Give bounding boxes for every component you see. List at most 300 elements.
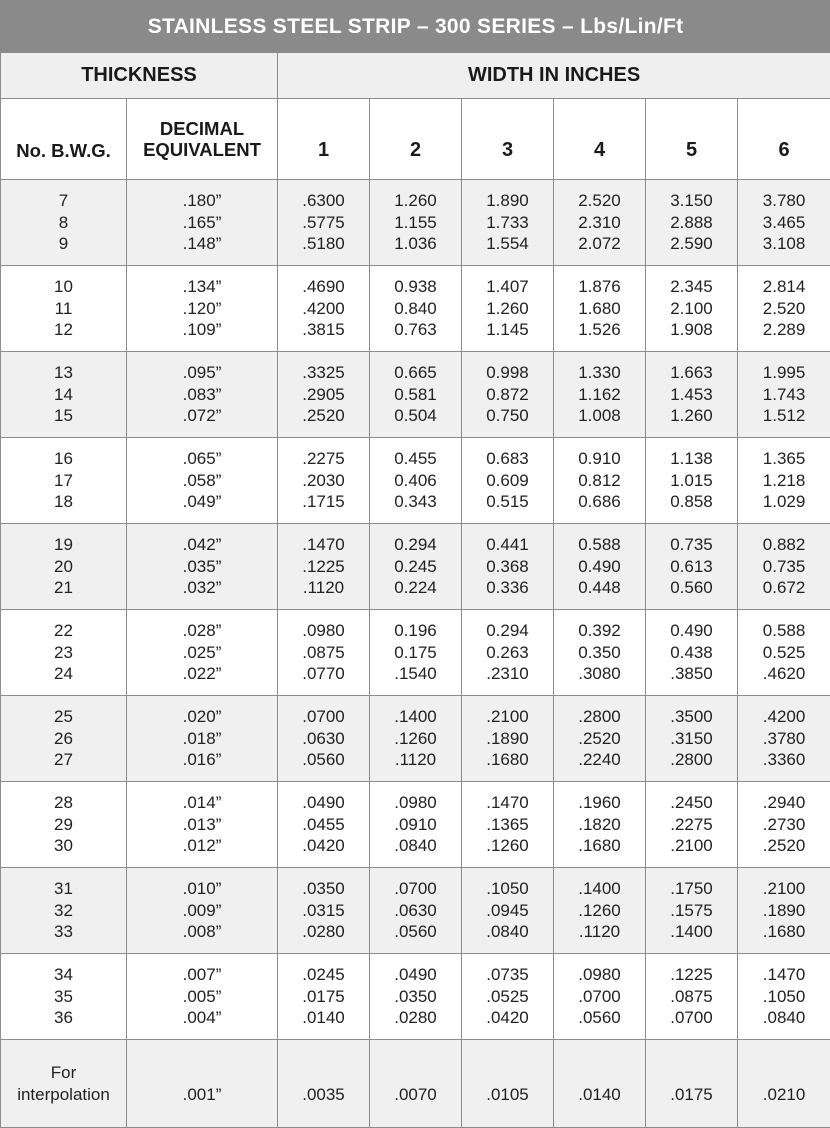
weight-cell xyxy=(278,868,370,954)
interpolation-value: .0210 xyxy=(738,1040,830,1128)
decimal-value: .035” xyxy=(127,556,277,578)
weight-value: 0.910 xyxy=(554,448,645,470)
decimal-value: .134” xyxy=(127,276,277,298)
weight-value: 1.036 xyxy=(370,233,461,255)
weight-value: 0.350 xyxy=(554,642,645,664)
gauge-group-row xyxy=(1,782,830,868)
decimal-value: .109” xyxy=(127,319,277,341)
weight-value: 1.743 xyxy=(738,384,830,406)
weight-value: 1.008 xyxy=(554,405,645,427)
weight-cell xyxy=(738,180,830,266)
weight-value: .0875 xyxy=(646,986,737,1008)
weight-value: 2.289 xyxy=(738,319,830,341)
gauge-cell xyxy=(1,180,127,266)
gauge-number: 33 xyxy=(1,921,126,943)
interpolation-label-line1: For xyxy=(1,1062,126,1084)
weight-value: .1365 xyxy=(462,814,553,836)
gauge-number: 10 xyxy=(1,276,126,298)
weight-value: 0.294 xyxy=(370,534,461,556)
weight-value: .3360 xyxy=(738,749,830,771)
weight-value: .1680 xyxy=(462,749,553,771)
weight-cell xyxy=(278,438,370,524)
decimal-cell xyxy=(127,524,278,610)
decimal-value: .042” xyxy=(127,534,277,556)
weight-value: 1.015 xyxy=(646,470,737,492)
weight-value: .0840 xyxy=(462,921,553,943)
decimal-value: .065” xyxy=(127,448,277,470)
weight-value: 3.108 xyxy=(738,233,830,255)
decimal-value: .010” xyxy=(127,878,277,900)
decimal-cell xyxy=(127,696,278,782)
weight-cell xyxy=(370,180,462,266)
weight-value: 0.763 xyxy=(370,319,461,341)
decimal-value: .008” xyxy=(127,921,277,943)
weight-value: .0350 xyxy=(278,878,369,900)
weight-value: .0980 xyxy=(278,620,369,642)
weight-value: 0.686 xyxy=(554,491,645,513)
weight-value: .0840 xyxy=(738,1007,830,1029)
weight-value: .2940 xyxy=(738,792,830,814)
gauge-number: 35 xyxy=(1,986,126,1008)
weight-value: .4200 xyxy=(738,706,830,728)
weight-cell xyxy=(738,696,830,782)
weight-value: .1225 xyxy=(646,964,737,986)
weight-value: .0490 xyxy=(278,792,369,814)
weight-value: 0.525 xyxy=(738,642,830,664)
weight-cell xyxy=(554,438,646,524)
weight-value: .2100 xyxy=(646,835,737,857)
weight-value: .1470 xyxy=(462,792,553,814)
weight-value: .1400 xyxy=(554,878,645,900)
weight-value: .1400 xyxy=(646,921,737,943)
weight-cell xyxy=(462,696,554,782)
weight-cell xyxy=(278,696,370,782)
gauge-cell xyxy=(1,868,127,954)
decimal-value: .028” xyxy=(127,620,277,642)
weight-cell xyxy=(278,954,370,1040)
weight-value: .1890 xyxy=(462,728,553,750)
gauge-number: 21 xyxy=(1,577,126,599)
weight-cell xyxy=(646,610,738,696)
gauge-number: 34 xyxy=(1,964,126,986)
weight-value: .1890 xyxy=(738,900,830,922)
weight-value: .2520 xyxy=(738,835,830,857)
weight-value: 0.735 xyxy=(738,556,830,578)
gauge-group-row xyxy=(1,438,830,524)
weight-value: .2275 xyxy=(278,448,369,470)
weight-value: .2240 xyxy=(554,749,645,771)
decimal-header xyxy=(127,99,278,180)
weight-value: .3815 xyxy=(278,319,369,341)
weight-value: .1680 xyxy=(738,921,830,943)
weight-value: .0700 xyxy=(554,986,645,1008)
decimal-value: .058” xyxy=(127,470,277,492)
weight-value: 0.438 xyxy=(646,642,737,664)
weight-value: 0.504 xyxy=(370,405,461,427)
weight-value: .2520 xyxy=(554,728,645,750)
weight-value: 0.858 xyxy=(646,491,737,513)
weight-value: .2730 xyxy=(738,814,830,836)
weight-value: .1260 xyxy=(462,835,553,857)
weight-value: .2275 xyxy=(646,814,737,836)
decimal-value: .025” xyxy=(127,642,277,664)
gauge-number: 29 xyxy=(1,814,126,836)
width-2-header: 2 xyxy=(370,99,462,180)
weight-value: .0560 xyxy=(370,921,461,943)
weight-value: .1470 xyxy=(278,534,369,556)
decimal-value: .022” xyxy=(127,663,277,685)
weight-value: 0.882 xyxy=(738,534,830,556)
weight-value: .2800 xyxy=(554,706,645,728)
weight-value: .0245 xyxy=(278,964,369,986)
weight-cell xyxy=(370,438,462,524)
weight-value: .3325 xyxy=(278,362,369,384)
weight-value: .2100 xyxy=(738,878,830,900)
decimal-value: .016” xyxy=(127,749,277,771)
weight-cell xyxy=(370,610,462,696)
width-4-header: 4 xyxy=(554,99,646,180)
gauge-number: 9 xyxy=(1,233,126,255)
weight-value: 1.995 xyxy=(738,362,830,384)
weight-value: 1.407 xyxy=(462,276,553,298)
weight-value: .0560 xyxy=(278,749,369,771)
decimal-cell xyxy=(127,438,278,524)
weight-value: .1750 xyxy=(646,878,737,900)
weight-value: .0525 xyxy=(462,986,553,1008)
weight-value: .0420 xyxy=(462,1007,553,1029)
weight-value: 3.150 xyxy=(646,190,737,212)
weight-value: 0.672 xyxy=(738,577,830,599)
decimal-cell xyxy=(127,352,278,438)
weight-value: 2.100 xyxy=(646,298,737,320)
weight-value: 1.260 xyxy=(370,190,461,212)
gauge-number: 7 xyxy=(1,190,126,212)
weight-value: .1050 xyxy=(738,986,830,1008)
weight-value: 0.588 xyxy=(554,534,645,556)
weight-value: 2.814 xyxy=(738,276,830,298)
weight-value: .0700 xyxy=(278,706,369,728)
weight-cell xyxy=(738,610,830,696)
weight-cell xyxy=(278,610,370,696)
weight-value: .0280 xyxy=(278,921,369,943)
gauge-number: 28 xyxy=(1,792,126,814)
decimal-header-line2: EQUIVALENT xyxy=(127,139,277,160)
decimal-value: .072” xyxy=(127,405,277,427)
gauge-number: 36 xyxy=(1,1007,126,1029)
weight-value: .1400 xyxy=(370,706,461,728)
weight-value: 0.224 xyxy=(370,577,461,599)
weight-cell xyxy=(278,524,370,610)
gauge-number: 16 xyxy=(1,448,126,470)
weight-value: 1.029 xyxy=(738,491,830,513)
weight-value: .1225 xyxy=(278,556,369,578)
decimal-cell xyxy=(127,954,278,1040)
weight-value: .2800 xyxy=(646,749,737,771)
weight-value: 0.368 xyxy=(462,556,553,578)
weight-value: 0.750 xyxy=(462,405,553,427)
decimal-value: .005” xyxy=(127,986,277,1008)
weight-cell xyxy=(738,266,830,352)
gauge-group-row xyxy=(1,954,830,1040)
weight-value: .0175 xyxy=(278,986,369,1008)
gauge-group-row xyxy=(1,180,830,266)
weight-value: .0700 xyxy=(370,878,461,900)
weight-value: .0770 xyxy=(278,663,369,685)
weight-value: 0.588 xyxy=(738,620,830,642)
weight-value: .1960 xyxy=(554,792,645,814)
weight-value: 0.196 xyxy=(370,620,461,642)
decimal-value: .020” xyxy=(127,706,277,728)
weight-value: 0.263 xyxy=(462,642,553,664)
weight-value: .1260 xyxy=(554,900,645,922)
decimal-cell xyxy=(127,180,278,266)
weight-cell xyxy=(462,954,554,1040)
weight-value: 0.560 xyxy=(646,577,737,599)
weight-value: .0420 xyxy=(278,835,369,857)
weight-cell xyxy=(278,352,370,438)
weight-cell xyxy=(554,868,646,954)
weight-value: .4200 xyxy=(278,298,369,320)
weight-value: 0.938 xyxy=(370,276,461,298)
gauge-number: 30 xyxy=(1,835,126,857)
weight-cell xyxy=(646,524,738,610)
weight-value: 0.294 xyxy=(462,620,553,642)
weight-value: 1.908 xyxy=(646,319,737,341)
weight-value: .0455 xyxy=(278,814,369,836)
weight-cell xyxy=(646,180,738,266)
gauge-cell xyxy=(1,524,127,610)
interpolation-decimal: .001” xyxy=(127,1040,278,1128)
weight-value: 0.455 xyxy=(370,448,461,470)
gauge-group-row xyxy=(1,610,830,696)
weight-value: 1.145 xyxy=(462,319,553,341)
decimal-cell xyxy=(127,868,278,954)
weight-value: .0280 xyxy=(370,1007,461,1029)
weight-value: .1715 xyxy=(278,491,369,513)
weight-value: .1820 xyxy=(554,814,645,836)
weight-cell xyxy=(554,524,646,610)
weight-value: 2.345 xyxy=(646,276,737,298)
weight-cell xyxy=(462,524,554,610)
weight-value: .4690 xyxy=(278,276,369,298)
weight-cell xyxy=(554,352,646,438)
gauge-group-row xyxy=(1,696,830,782)
interpolation-value: .0035 xyxy=(278,1040,370,1128)
weight-value: .1120 xyxy=(278,577,369,599)
interpolation-value: .0070 xyxy=(370,1040,462,1128)
weight-value: 3.780 xyxy=(738,190,830,212)
weight-value: 0.175 xyxy=(370,642,461,664)
weight-value: .0980 xyxy=(370,792,461,814)
weight-value: 0.406 xyxy=(370,470,461,492)
weight-value: .4620 xyxy=(738,663,830,685)
gauge-number: 23 xyxy=(1,642,126,664)
gauge-number: 22 xyxy=(1,620,126,642)
weight-value: 0.490 xyxy=(554,556,645,578)
weight-value: 1.365 xyxy=(738,448,830,470)
gauge-number: 19 xyxy=(1,534,126,556)
gauge-cell xyxy=(1,352,127,438)
interpolation-label-line2: interpolation xyxy=(1,1084,126,1106)
decimal-value: .012” xyxy=(127,835,277,857)
weight-value: .0840 xyxy=(370,835,461,857)
weight-value: .0630 xyxy=(370,900,461,922)
weight-value: 1.890 xyxy=(462,190,553,212)
weight-cell xyxy=(278,266,370,352)
weight-value: .0315 xyxy=(278,900,369,922)
decimal-value: .009” xyxy=(127,900,277,922)
weight-value: .6300 xyxy=(278,190,369,212)
weight-value: 1.162 xyxy=(554,384,645,406)
weight-cell xyxy=(554,954,646,1040)
decimal-value: .007” xyxy=(127,964,277,986)
weight-value: .3500 xyxy=(646,706,737,728)
weight-value: 1.330 xyxy=(554,362,645,384)
weight-cell xyxy=(370,266,462,352)
weight-cell xyxy=(554,610,646,696)
weight-cell xyxy=(646,868,738,954)
weight-cell xyxy=(370,524,462,610)
weight-value: 1.554 xyxy=(462,233,553,255)
weight-value: .2310 xyxy=(462,663,553,685)
gauge-number: 20 xyxy=(1,556,126,578)
weight-value: .0350 xyxy=(370,986,461,1008)
interpolation-value: .0140 xyxy=(554,1040,646,1128)
width-1-header: 1 xyxy=(278,99,370,180)
weight-value: 2.072 xyxy=(554,233,645,255)
interpolation-label xyxy=(1,1040,127,1128)
weight-value: 1.512 xyxy=(738,405,830,427)
interpolation-value: .0175 xyxy=(646,1040,738,1128)
weight-value: 1.260 xyxy=(462,298,553,320)
decimal-header-line1: DECIMAL xyxy=(127,118,277,139)
bwg-header: No. B.W.G. xyxy=(1,99,127,180)
gauge-cell xyxy=(1,266,127,352)
decimal-value: .013” xyxy=(127,814,277,836)
weight-value: 1.876 xyxy=(554,276,645,298)
gauge-number: 31 xyxy=(1,878,126,900)
weight-cell xyxy=(554,696,646,782)
decimal-value: .120” xyxy=(127,298,277,320)
width-3-header: 3 xyxy=(462,99,554,180)
weight-cell xyxy=(462,438,554,524)
weight-value: .0700 xyxy=(646,1007,737,1029)
weight-cell xyxy=(646,696,738,782)
gauge-number: 27 xyxy=(1,749,126,771)
gauge-number: 15 xyxy=(1,405,126,427)
weight-value: .1050 xyxy=(462,878,553,900)
gauge-group-row xyxy=(1,868,830,954)
weight-value: .2030 xyxy=(278,470,369,492)
weight-cell xyxy=(554,782,646,868)
weight-cell xyxy=(370,352,462,438)
weight-cell xyxy=(738,352,830,438)
weight-cell xyxy=(646,954,738,1040)
weight-value: 0.665 xyxy=(370,362,461,384)
width-5-header: 5 xyxy=(646,99,738,180)
weight-value: .3850 xyxy=(646,663,737,685)
weight-value: 2.520 xyxy=(738,298,830,320)
weight-value: .2100 xyxy=(462,706,553,728)
weight-cell xyxy=(462,352,554,438)
weight-cell xyxy=(370,782,462,868)
decimal-value: .148” xyxy=(127,233,277,255)
decimal-cell xyxy=(127,782,278,868)
weight-value: .1575 xyxy=(646,900,737,922)
weight-value: 2.310 xyxy=(554,212,645,234)
interpolation-value: .0105 xyxy=(462,1040,554,1128)
weight-cell xyxy=(738,782,830,868)
weight-cell xyxy=(646,782,738,868)
weight-cell xyxy=(738,524,830,610)
thickness-header: THICKNESS xyxy=(1,53,278,99)
interpolation-row xyxy=(1,1040,830,1128)
weight-value: .2520 xyxy=(278,405,369,427)
weight-value: .3080 xyxy=(554,663,645,685)
gauge-number: 11 xyxy=(1,298,126,320)
weight-value: 2.888 xyxy=(646,212,737,234)
weight-cell xyxy=(462,180,554,266)
weight-value: 1.138 xyxy=(646,448,737,470)
weight-cell xyxy=(554,266,646,352)
weight-value: 3.465 xyxy=(738,212,830,234)
weight-value: .1540 xyxy=(370,663,461,685)
weight-cell xyxy=(462,782,554,868)
weight-value: .0490 xyxy=(370,964,461,986)
weight-value: 0.245 xyxy=(370,556,461,578)
gauge-number: 14 xyxy=(1,384,126,406)
weight-cell xyxy=(738,438,830,524)
decimal-value: .004” xyxy=(127,1007,277,1029)
gauge-number: 26 xyxy=(1,728,126,750)
decimal-cell xyxy=(127,610,278,696)
weight-value: 0.812 xyxy=(554,470,645,492)
decimal-value: .180” xyxy=(127,190,277,212)
gauge-cell xyxy=(1,438,127,524)
weight-value: .0875 xyxy=(278,642,369,664)
weight-value: .0945 xyxy=(462,900,553,922)
gauge-number: 17 xyxy=(1,470,126,492)
gauge-cell xyxy=(1,696,127,782)
weight-value: 0.609 xyxy=(462,470,553,492)
weight-value: .5180 xyxy=(278,233,369,255)
weight-value: .3150 xyxy=(646,728,737,750)
weight-value: .1470 xyxy=(738,964,830,986)
table-body xyxy=(1,180,830,1128)
weight-value: 1.218 xyxy=(738,470,830,492)
gauge-number: 25 xyxy=(1,706,126,728)
gauge-cell xyxy=(1,610,127,696)
gauge-number: 12 xyxy=(1,319,126,341)
weight-cell xyxy=(738,868,830,954)
gauge-group-row xyxy=(1,352,830,438)
weight-value: 1.680 xyxy=(554,298,645,320)
decimal-value: .095” xyxy=(127,362,277,384)
weight-value: 0.998 xyxy=(462,362,553,384)
width-header: WIDTH IN INCHES xyxy=(278,53,830,99)
weight-value: 2.520 xyxy=(554,190,645,212)
weight-cell xyxy=(462,266,554,352)
weight-value: 0.336 xyxy=(462,577,553,599)
weight-value: .0910 xyxy=(370,814,461,836)
weight-cell xyxy=(554,180,646,266)
weight-value: 0.872 xyxy=(462,384,553,406)
gauge-cell xyxy=(1,954,127,1040)
gauge-number: 24 xyxy=(1,663,126,685)
weight-value: .2450 xyxy=(646,792,737,814)
weight-value: 1.155 xyxy=(370,212,461,234)
width-6-header: 6 xyxy=(738,99,830,180)
